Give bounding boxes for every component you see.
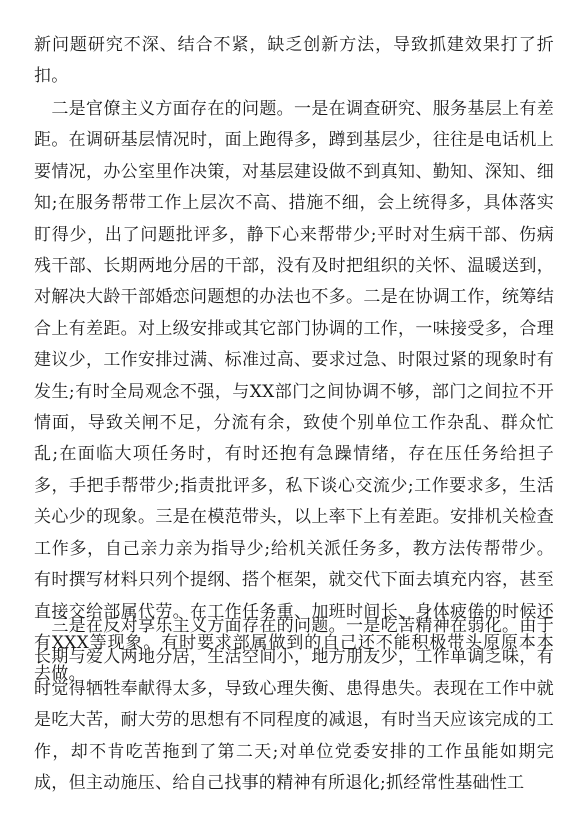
paragraph-continuation: 新问题研究不深、结合不紧，缺乏创新方法，导致抓建效果打了折扣。 [34,35,554,87]
paragraph-hedonism: 三是在反对享乐主义方面存在的问题。一是吃苦精神在弱化。由于长期与爱人两地分居，生活空间小，地方朋友少，工作单调乏味，有时觉得牺牲奉献得太多，导致心理失衡、患得患失。表现在工作中就是吃大苦，耐大劳的思想有不同程度的减退，有时当天应该完成的工作，却不肯吃苦拖到了第二天;对单位党委安排的工作虽能如期完成，但主动施压、给自己找事的精神有所退化;抓经常性基础性工 [34,616,554,794]
paragraph-bureaucratism: 二是官僚主义方面存在的问题。一是在调查研究、服务基层上有差距。在调研基层情况时，面上跑得多，蹲到基层少，往往是电话机上要情况，办公室里作决策，对基层建设做不到真知、勤知、深知、细知;在服务帮带工作上层次不高、措施不细，会上统得多，具体落实盯得少，出了问题批评多，静下心来帮带少;平时对生病干部、伤病残干部、长期两地分居的干部，没有及时把组织的关怀、温暖送到，对解决大龄干部婚恋问题想的办法也不多。二是在协调工作，统筹结合上有差距。对上级安排或其它部门协调的工作，一味接受多，合理建议少，工作安排过满、标准过高、要求过急、时限过紧的现象时有发生;有时全局观念不强，与XX部门之间协调不够，部门之间拉不开情面，导致关闸不足，分流有余，致使个别单位工作杂乱、群众忙乱;在面临大项任务时，有时还抱有急躁情绪，存在压任务给担子多，手把手帮带少;指责批评多，私下谈心交流少;工作要求多，生活关心少的现象。三是在模范带头，以上率下上有差距。安排机关检查工作多，自己亲力亲为指导少;给机关派任务多，教方法传帮带少。有时撰写材料只列个提纲、搭个框架，就交代下面去填充内容，甚至直接交给部属代劳。在工作任务重、加班时间长、身体疲倦的时候还有XXX等现象。有时要求部属做到的自己还不能积极带头原原本本去做。 [34,99,554,685]
